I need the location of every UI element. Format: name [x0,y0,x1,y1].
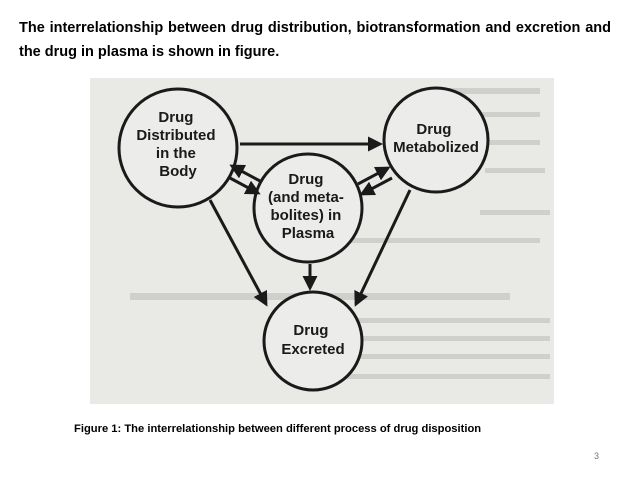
disposition-diagram [90,78,554,404]
node-metabolized-label: Drug Metabolized [393,121,479,156]
arrow-distributed-to-plasma [230,178,258,193]
figure-caption: Figure 1: The interrelationship between different process of drug disposition [74,423,482,435]
node-excreted-label: Drug Excreted [281,322,345,358]
arrow-plasma-to-distributed [232,166,260,181]
page-number: 3 [594,451,600,461]
figure-image [90,78,554,404]
node-plasma-label: Drug (and meta- bolites) in Plasma [267,171,344,242]
slide-heading: The interrelationship between drug distribution, biotransformation and excretion and the drug in plasma is shown in figure. [19,20,611,60]
node-distributed-label: Drug Distributed in the Body [136,109,216,180]
arrow-metabolized-to-excreted [356,190,410,304]
